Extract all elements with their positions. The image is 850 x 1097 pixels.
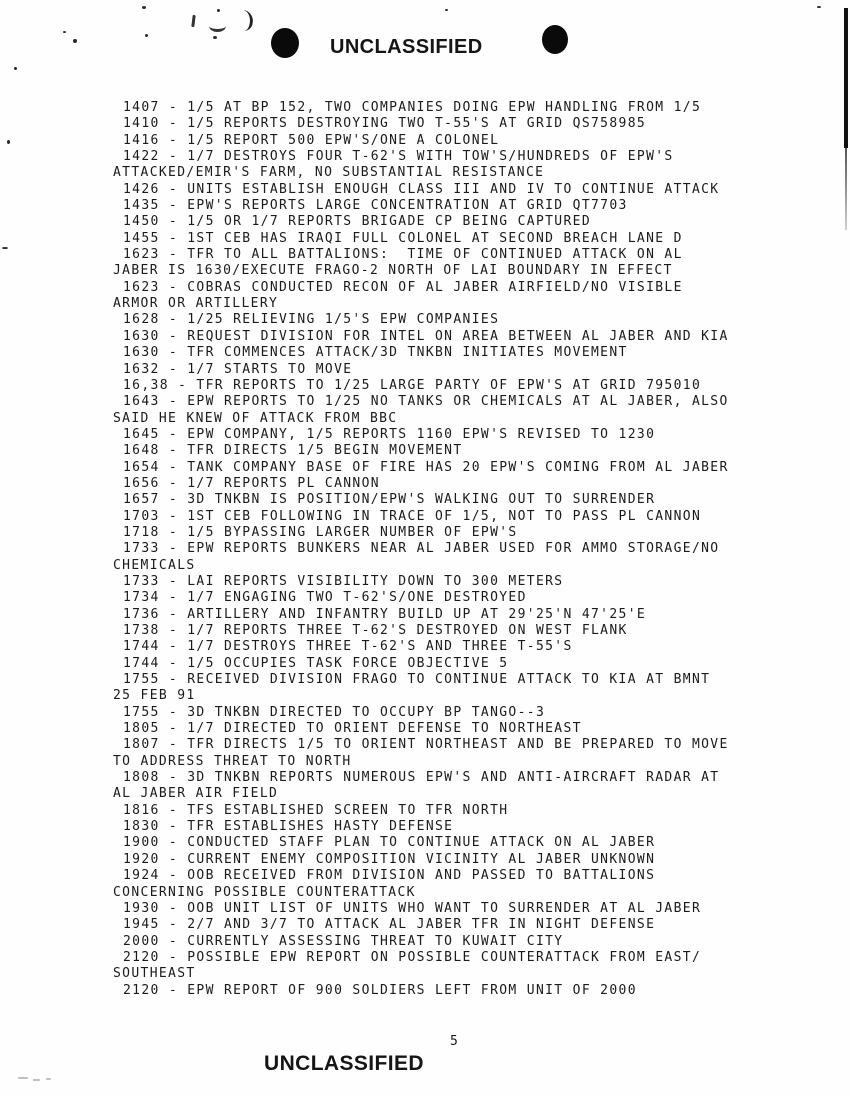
log-line: ARMOR OR ARTILLERY xyxy=(113,296,279,312)
pen-mark xyxy=(191,15,195,27)
log-line: TO ADDRESS THREAT TO NORTH xyxy=(113,753,352,769)
log-line: 1426 - UNITS ESTABLISH ENOUGH CLASS III AND IV TO CONTINUE ATTACK xyxy=(123,181,720,197)
log-line: 1703 - 1ST CEB FOLLOWING IN TRACE OF 1/5, NOT TO PASS PL CANNON xyxy=(123,508,702,524)
log-line: 1422 - 1/7 DESTROYS FOUR T-62'S WITH TOW'S/HUNDREDS OF EPW'S xyxy=(123,149,674,165)
log-line: 1654 - TANK COMPANY BASE OF FIRE HAS 20 EPW'S COMING FROM AL JABER xyxy=(123,459,729,475)
pen-mark xyxy=(238,10,253,32)
log-line: 1657 - 3D TNKBN IS POSITION/EPW'S WALKING OUT TO SURRENDER xyxy=(123,492,656,508)
log-line: 1755 - RECEIVED DIVISION FRAGO TO CONTINUE ATTACK TO KIA AT BMNT xyxy=(123,672,711,688)
log-line: 1808 - 3D TNKBN REPORTS NUMEROUS EPW'S AND ANTI-AIRCRAFT RADAR AT xyxy=(123,770,720,786)
log-line: 2000 - CURRENTLY ASSESSING THREAT TO KUWAIT CITY xyxy=(123,933,564,949)
log-line: 1628 - 1/25 RELIEVING 1/5'S EPW COMPANIES xyxy=(123,312,500,328)
log-line: 1924 - OOB RECEIVED FROM DIVISION AND PASSED TO BATTALIONS xyxy=(123,868,656,884)
scan-speck xyxy=(445,9,448,11)
log-line: 1623 - TFR TO ALL BATTALIONS: TIME OF CONTINUED ATTACK ON AL xyxy=(123,247,683,263)
log-line: 1656 - 1/7 REPORTS PL CANNON xyxy=(123,475,380,491)
log-line: 2120 - POSSIBLE EPW REPORT ON POSSIBLE COUNTERATTACK FROM EAST/ xyxy=(123,949,702,965)
log-line: 1718 - 1/5 BYPASSING LARGER NUMBER OF EPW'S xyxy=(123,524,518,540)
log-line: 1816 - TFS ESTABLISHED SCREEN TO TFR NORTH xyxy=(123,802,509,818)
scan-speck xyxy=(817,6,821,8)
log-line: 1736 - ARTILLERY AND INFANTRY BUILD UP AT 29'25'N 47'25'E xyxy=(123,606,647,622)
scan-speck xyxy=(213,36,217,39)
ink-dot-left xyxy=(271,28,299,58)
log-line: JABER IS 1630/EXECUTE FRAGO-2 NORTH OF LAI BOUNDARY IN EFFECT xyxy=(113,263,673,279)
log-line: 1645 - EPW COMPANY, 1/5 REPORTS 1160 EPW'S REVISED TO 1230 xyxy=(123,426,656,442)
log-line: 1648 - TFR DIRECTS 1/5 BEGIN MOVEMENT xyxy=(123,443,463,459)
log-line: 1945 - 2/7 AND 3/7 TO ATTACK AL JABER TFR IN NIGHT DEFENSE xyxy=(123,917,656,933)
scan-edge-line-fade xyxy=(845,148,847,230)
log-line: 1407 - 1/5 AT BP 152, TWO COMPANIES DOING EPW HANDLING FROM 1/5 xyxy=(123,100,702,115)
log-line: 1734 - 1/7 ENGAGING TWO T-62'S/ONE DESTROYED xyxy=(123,590,527,606)
scan-speck xyxy=(145,34,148,37)
scan-edge-line xyxy=(844,8,848,148)
log-line: 25 FEB 91 xyxy=(113,688,196,704)
scan-speck xyxy=(142,6,146,9)
log-line: 1744 - 1/5 OCCUPIES TASK FORCE OBJECTIVE 5 xyxy=(123,655,509,671)
log-line: 1920 - CURRENT ENEMY COMPOSITION VICINITY AL JABER UNKNOWN xyxy=(123,851,656,867)
pen-mark xyxy=(209,20,226,32)
scan-speck xyxy=(14,67,17,70)
scan-speck xyxy=(7,140,10,144)
classification-footer: UNCLASSIFIED xyxy=(264,1052,424,1075)
log-line: 16,38 - TFR REPORTS TO 1/25 LARGE PARTY OF EPW'S AT GRID 795010 xyxy=(123,377,702,393)
log-line: 1733 - EPW REPORTS BUNKERS NEAR AL JABER USED FOR AMMO STORAGE/NO xyxy=(123,541,720,557)
log-line: ATTACKED/EMIR'S FARM, NO SUBSTANTIAL RESISTANCE xyxy=(113,165,545,181)
classification-header: UNCLASSIFIED xyxy=(330,36,483,58)
log-text xyxy=(113,100,793,999)
page-number: 5 xyxy=(450,1034,460,1049)
log-line: 1643 - EPW REPORTS TO 1/25 NO TANKS OR CHEMICALS AT AL JABER, ALSO xyxy=(123,394,729,410)
log-line: 1450 - 1/5 OR 1/7 REPORTS BRIGADE CP BEING CAPTURED xyxy=(123,214,592,230)
log-line: 1755 - 3D TNKBN DIRECTED TO OCCUPY BP TANGO--3 xyxy=(123,704,546,720)
scan-smudge xyxy=(33,1079,40,1081)
log-line: 1455 - 1ST CEB HAS IRAQI FULL COLONEL AT SECOND BREACH LANE D xyxy=(123,230,683,246)
log-line: 1632 - 1/7 STARTS TO MOVE xyxy=(123,361,353,377)
log-line: 1435 - EPW'S REPORTS LARGE CONCENTRATION AT GRID QT7703 xyxy=(123,198,628,214)
log-line: 1630 - TFR COMMENCES ATTACK/3D TNKBN INITIATES MOVEMENT xyxy=(123,345,628,361)
log-line: 1410 - 1/5 REPORTS DESTROYING TWO T-55'S AT GRID QS758985 xyxy=(123,116,647,132)
log-line: 1630 - REQUEST DIVISION FOR INTEL ON AREA BETWEEN AL JABER AND KIA xyxy=(123,328,729,344)
log-line: 1733 - LAI REPORTS VISIBILITY DOWN TO 300 METERS xyxy=(123,573,564,589)
scan-speck xyxy=(63,31,66,33)
log-line: 1416 - 1/5 REPORT 500 EPW'S/ONE A COLONEL xyxy=(123,132,500,148)
scan-speck xyxy=(217,9,220,12)
log-line: 1738 - 1/7 REPORTS THREE T-62'S DESTROYED ON WEST FLANK xyxy=(123,623,628,638)
scan-smudge xyxy=(46,1078,51,1080)
log-line: CONCERNING POSSIBLE COUNTERATTACK xyxy=(113,884,416,900)
ink-dot-right xyxy=(542,25,568,54)
log-line: 1830 - TFR ESTABLISHES HASTY DEFENSE xyxy=(123,819,454,835)
log-line: 1623 - COBRAS CONDUCTED RECON OF AL JABER AIRFIELD/NO VISIBLE xyxy=(123,279,683,295)
log-line: 1744 - 1/7 DESTROYS THREE T-62'S AND THREE T-55'S xyxy=(123,639,573,655)
scan-speck xyxy=(73,39,77,43)
log-line: 1805 - 1/7 DIRECTED TO ORIENT DEFENSE TO NORTHEAST xyxy=(123,721,582,737)
log-line: 1900 - CONDUCTED STAFF PLAN TO CONTINUE ATTACK ON AL JABER xyxy=(123,835,656,851)
log-line: 2120 - EPW REPORT OF 900 SOLDIERS LEFT FROM UNIT OF 2000 xyxy=(123,982,637,998)
log-line: SAID HE KNEW OF ATTACK FROM BBC xyxy=(113,410,398,426)
log-line: AL JABER AIR FIELD xyxy=(113,786,279,802)
log-line: 1807 - TFR DIRECTS 1/5 TO ORIENT NORTHEAST AND BE PREPARED TO MOVE xyxy=(123,737,729,753)
log-line: 1930 - OOB UNIT LIST OF UNITS WHO WANT TO SURRENDER AT AL JABER xyxy=(123,900,702,916)
scan-speck xyxy=(2,247,8,249)
log-line: CHEMICALS xyxy=(113,557,196,573)
scan-smudge xyxy=(18,1077,28,1079)
log-line: SOUTHEAST xyxy=(113,966,196,982)
